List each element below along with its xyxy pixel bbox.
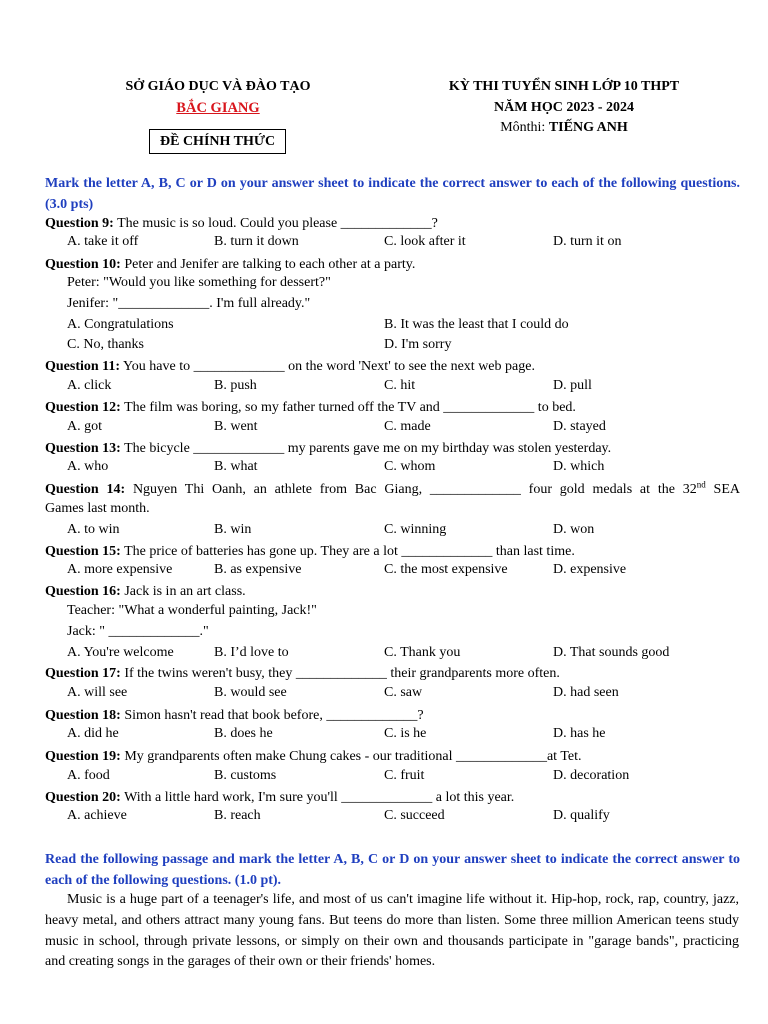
question-18 — [45, 706, 745, 726]
option-a: A. food — [67, 768, 110, 783]
option-a: A. more expensive — [67, 562, 173, 577]
option-d: D. pull — [553, 378, 592, 393]
question-text: With a little hard work, I'm sure you'll _____________ a lot this year. — [120, 790, 515, 805]
option-a: A. Congratulations — [67, 317, 174, 332]
option-d: D. which — [553, 459, 605, 474]
reading-passage: Music is a huge part of a teenager's life, and most of us can't imagine life without it. Hip-hop, rock, rap, country, jazz, heavy metal, and others attract many young fans. But teens do more than listen. Some three million American teens study music in school, through private lessons, or simply on their own and thousands participate in "garage bands", practicing and creating songs in the garages of their own or their friends' homes. — [45, 892, 739, 970]
question-text: If the twins weren't busy, they _____________ their grandparents more often. — [120, 666, 560, 681]
option-d: D. expensive — [553, 562, 627, 577]
subject-name: TIẾNG ANH — [548, 120, 628, 135]
question-11 — [45, 357, 745, 377]
option-a: A. will see — [67, 685, 128, 700]
option-a: A. You're welcome — [67, 645, 174, 660]
option-b: B. would see — [214, 685, 287, 700]
question-16 — [45, 582, 745, 602]
question-text: The music is so loud. Could you please _____________? — [113, 216, 438, 231]
province-name: BẮC GIANG — [176, 100, 260, 116]
question-17 — [45, 664, 745, 684]
option-c: C. Thank you — [384, 645, 461, 660]
question-20 — [45, 788, 745, 808]
question-label: Question 12: — [45, 400, 121, 415]
section1-instruction: Mark the letter A, B, C or D on your answer sheet to indicate the correct answer to each of the following questions. (3.0 pts) — [45, 176, 740, 212]
subject-line — [404, 120, 724, 136]
question-label: Question 15: — [45, 544, 121, 559]
dialogue-line: Teacher: "What a wonderful painting, Jack!" — [67, 603, 317, 618]
option-b: B. went — [214, 419, 258, 434]
option-d: D. won — [553, 522, 595, 537]
question-label: Question 20: — [45, 790, 121, 805]
question-text: The bicycle _____________ my parents gave me on my birthday was stolen yesterday. — [120, 441, 612, 456]
option-a: A. did he — [67, 726, 119, 741]
option-d: D. That sounds good — [553, 645, 670, 660]
option-c: C. winning — [384, 522, 447, 537]
question-text: You have to _____________ on the word 'Next' to see the next web page. — [120, 359, 535, 374]
option-b: B. what — [214, 459, 258, 474]
option-a: A. to win — [67, 522, 120, 537]
option-d: D. decoration — [553, 768, 630, 783]
question-text: Peter and Jenifer are talking to each other at a party. — [120, 257, 416, 272]
option-b: B. customs — [214, 768, 277, 783]
official-badge: ĐỀ CHÍNH THỨC — [149, 129, 286, 154]
question-label: Question 18: — [45, 708, 121, 723]
option-a: A. take it off — [67, 234, 139, 249]
option-b: B. I’d love to — [214, 645, 289, 660]
question-19 — [45, 747, 745, 767]
question-label: Question 10: — [45, 257, 121, 272]
school-year: NĂM HỌC 2023 - 2024 — [494, 100, 634, 115]
question-label: Question 17: — [45, 666, 121, 681]
option-c: C. succeed — [384, 808, 445, 823]
option-a: A. click — [67, 378, 112, 393]
question-continuation: Games last month. — [45, 501, 150, 516]
option-b: B. reach — [214, 808, 261, 823]
option-c: C. whom — [384, 459, 436, 474]
question-label: Question 14: — [45, 482, 126, 497]
option-c: C. hit — [384, 378, 416, 393]
question-10 — [45, 255, 745, 275]
ordinal-suffix: nd — [696, 479, 706, 490]
question-text: Jack is in an art class. — [120, 584, 246, 599]
option-d: D. stayed — [553, 419, 606, 434]
option-c: C. is he — [384, 726, 427, 741]
question-13 — [45, 439, 745, 459]
question-text: Simon hasn't read that book before, _____________? — [120, 708, 424, 723]
exam-title: KỲ THI TUYỂN SINH LỚP 10 THPT — [448, 79, 680, 94]
dialogue-line: Jenifer: "_____________. I'm full already." — [67, 296, 311, 311]
question-label: Question 11: — [45, 359, 121, 374]
option-a: A. achieve — [67, 808, 127, 823]
question-text: The price of batteries has gone up. They are a lot _____________ than last time. — [120, 544, 575, 559]
section2-instruction: Read the following passage and mark the letter A, B, C or D on your answer sheet to indicate the correct answer to each of the following questions. (1.0 pt). — [45, 852, 740, 888]
option-b: B. as expensive — [214, 562, 302, 577]
question-12 — [45, 398, 745, 418]
question-text: Nguyen Thi Oanh, an athlete from Bac Giang, _____________ four gold medals at the 32 — [125, 482, 697, 497]
option-d: D. had seen — [553, 685, 619, 700]
subject-label: Mônthi: — [500, 120, 549, 135]
option-c: C. look after it — [384, 234, 466, 249]
dialogue-line: Jack: " _____________." — [67, 624, 209, 639]
option-c: C. the most expensive — [384, 562, 508, 577]
question-label: Question 13: — [45, 441, 121, 456]
option-c: C. made — [384, 419, 431, 434]
question-text-end: SEA — [705, 482, 740, 497]
question-label: Question 9: — [45, 216, 114, 231]
question-label: Question 16: — [45, 584, 121, 599]
option-b: B. turn it down — [214, 234, 299, 249]
option-c: C. saw — [384, 685, 423, 700]
option-b: B. push — [214, 378, 257, 393]
dialogue-line: Peter: "Would you like something for dessert?" — [67, 275, 331, 290]
department-name: SỞ GIÁO DỤC VÀ ĐÀO TẠO — [125, 79, 311, 94]
question-label: Question 19: — [45, 749, 121, 764]
option-b: B. win — [214, 522, 252, 537]
option-d: D. qualify — [553, 808, 610, 823]
option-d: D. I'm sorry — [384, 337, 452, 352]
option-c: C. fruit — [384, 768, 425, 783]
option-c: C. No, thanks — [67, 337, 144, 352]
option-d: D. has he — [553, 726, 606, 741]
question-14 — [45, 480, 740, 500]
option-d: D. turn it on — [553, 234, 622, 249]
option-b: B. It was the least that I could do — [384, 317, 569, 332]
option-a: A. got — [67, 419, 102, 434]
question-text: The film was boring, so my father turned off the TV and _____________ to bed. — [120, 400, 576, 415]
option-b: B. does he — [214, 726, 273, 741]
option-a: A. who — [67, 459, 109, 474]
question-text: My grandparents often make Chung cakes - our traditional _____________at Tet. — [120, 749, 582, 764]
question-15 — [45, 542, 745, 562]
question-9 — [45, 214, 745, 234]
